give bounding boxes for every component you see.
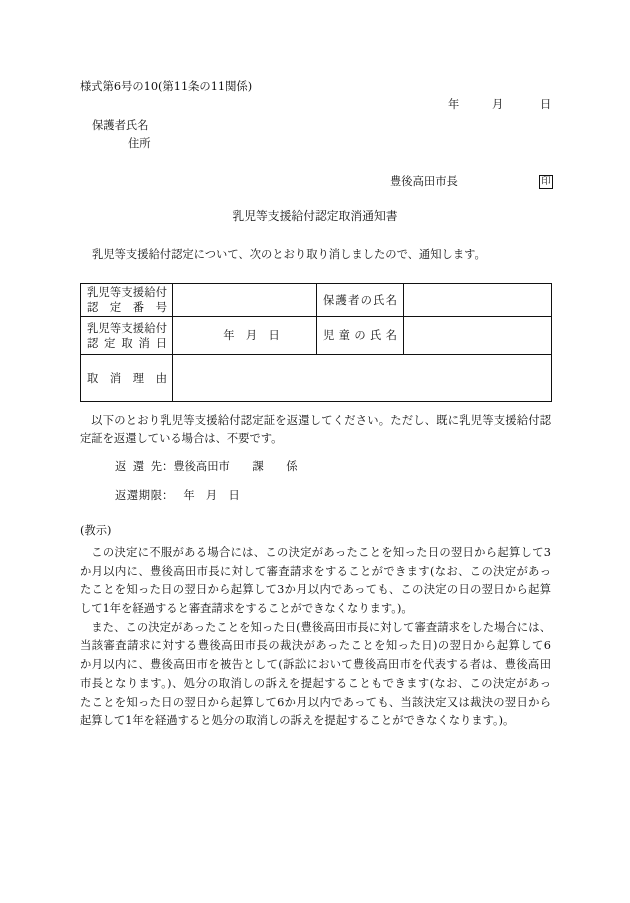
cancellation-date-label-cell — [81, 317, 173, 355]
return-deadline-separator: ： — [162, 489, 174, 502]
table-guardian-name-label: 保護者の氏名 — [323, 293, 397, 307]
date-month: 月 — [492, 98, 504, 111]
instruction-line: して1年を経過すると審査請求をすることができなくなります。)。 — [80, 602, 413, 616]
table-row-cancellation-date — [81, 317, 552, 355]
cancellation-reason-label: 取 消 理 由 — [87, 371, 167, 385]
instruction-line: 起算して1年を経過すると処分の取消しの訴えを提起することができなくなります。)。 — [80, 714, 515, 728]
cancellation-date-label-line1: 乳児等支援給付 — [87, 321, 167, 335]
certification-number-label-cell — [81, 284, 173, 317]
date-day: 日 — [540, 98, 552, 111]
return-destination-separator: ： — [162, 460, 174, 473]
return-destination-row — [115, 458, 298, 476]
instruction-line: たことを知った日の翌日から起算して6か月以内であっても、当該決定又は裁決の翌日から — [80, 695, 551, 709]
certification-number-label-line1: 乳児等支援給付 — [87, 286, 167, 299]
return-destination-label: 返 還 先 — [115, 460, 162, 473]
form-number: 様式第6号の10(第11条の11関係) — [80, 80, 253, 93]
return-deadline-label: 返還期限 — [115, 489, 162, 502]
instruction-line: 当該審査請求に対する豊後高田市長の裁決があったことを知った日)の翌日から起算して6 — [80, 639, 551, 653]
date-year: 年 — [448, 98, 460, 111]
child-name-value-cell — [404, 317, 552, 355]
return-deadline-value: 年 月 日 — [183, 489, 240, 502]
instruction-line: また、この決定があったことを知った日(豊後高田市長に対して審査請求をした場合には、 — [91, 620, 551, 634]
instruction-line: この決定に不服がある場合には、この決定があったことを知った日の翌日から起算して3 — [91, 546, 551, 559]
guardian-name-value-cell — [404, 284, 552, 317]
table-row-reason — [81, 355, 552, 402]
certification-number-value-cell — [173, 284, 317, 317]
instruction-heading: (教示) — [80, 524, 112, 537]
return-deadline-row — [115, 487, 240, 505]
document-title: 乳児等支援給付認定取消通知書 — [232, 209, 398, 223]
return-notice-line: 定証を返還している場合は、不要です。 — [80, 432, 283, 445]
instruction-body — [80, 544, 551, 731]
seal-mark: 印 — [539, 175, 553, 189]
certification-number-label-line2: 認 定 番 号 — [87, 301, 167, 314]
child-name-label-cell — [317, 317, 404, 355]
instruction-line: か月以内に、豊後高田市を被告として(訴訟において豊後高田市を代表する者は、豊後高田 — [80, 658, 551, 672]
guardian-name-label-cell — [317, 284, 404, 317]
cancellation-date-label-line2: 認 定 取 消 日 — [87, 336, 167, 350]
return-notice-line: 以下のとおり乳児等支援給付認定証を返還してください。ただし、既に乳児等支援給付認 — [91, 414, 551, 427]
intro-text: 乳児等支援給付認定について、次のとおり取り消しましたので、通知します。 — [92, 248, 486, 261]
instruction-line: たことを知った日の翌日から起算して3か月以内であっても、この決定の日の翌日から起算 — [80, 583, 551, 597]
guardian-name-label: 保護者氏名 — [92, 119, 149, 132]
issuer-name: 豊後高田市長 — [390, 175, 458, 188]
child-name-label: 児 童 の 氏 名 — [323, 329, 397, 342]
return-destination-value: 豊後高田市 課 係 — [173, 460, 298, 473]
cancellation-reason-value-cell — [173, 355, 552, 402]
table-row-certification — [81, 284, 552, 317]
cancellation-date-value: 年 月 日 — [173, 317, 317, 355]
return-notice — [80, 412, 551, 448]
instruction-line: か月以内に、豊後高田市長に対して審査請求をすることができます(なお、この決定があっ — [80, 564, 551, 578]
address-label: 住所 — [128, 137, 151, 150]
notice-table — [80, 283, 552, 402]
cancellation-reason-label-cell — [81, 355, 173, 402]
instruction-line: 市長となります。)、処分の取消しの訴えを提起することもできます(なお、この決定があっ — [80, 676, 551, 690]
